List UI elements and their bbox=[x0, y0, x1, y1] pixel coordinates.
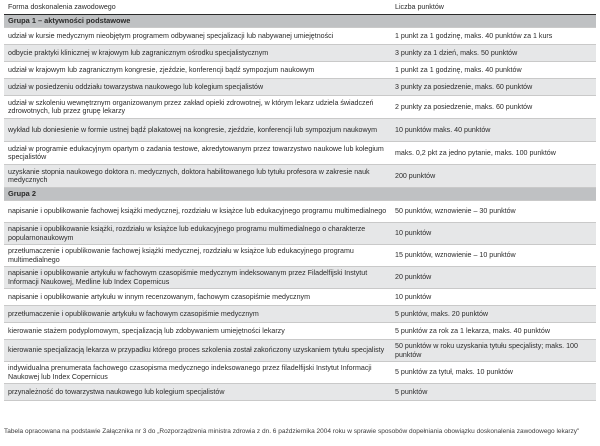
form-cell: napisanie i opublikowanie książki, rozdziału w książce lub edukacyjnego programu multimedialnego o charakterze popularnonaukowym bbox=[4, 223, 391, 245]
header-form[interactable]: Forma doskonalenia zawodowego bbox=[4, 0, 391, 15]
header-points[interactable]: Liczba punktów bbox=[391, 0, 596, 15]
points-cell: 1 punkt za 1 godzinę, maks. 40 punktów za 1 kurs bbox=[391, 28, 596, 45]
points-cell: maks. 0,2 pkt za jedno pytanie, maks. 100 punktów bbox=[391, 142, 596, 165]
table-row bbox=[4, 340, 596, 362]
table-source-note: Tabela opracowana na podstawie Załącznika nr 3 do „Rozporządzenia ministra zdrowia z dn. 6 października 2004 roku w sprawie sposobów dopełniania obowiązku doskonalenia zawodowego lekarzy" bbox=[4, 428, 580, 435]
form-cell: udział w programie edukacyjnym opartym o zadania testowe, akredytowanym przez towarzystwo naukowe lub kolegium specjalistów bbox=[4, 142, 391, 165]
table-row bbox=[4, 96, 596, 119]
form-cell: napisanie i opublikowanie artykułu w fachowym czasopiśmie medycznym indeksowanym przez Filadelfijski Instytut Informacji Naukowej, Medline lub Index Copernicus bbox=[4, 267, 391, 289]
points-cell: 5 punktów, maks. 20 punktów bbox=[391, 306, 596, 323]
table-row bbox=[4, 245, 596, 267]
points-cell: 5 punktów za tytuł, maks. 10 punktów bbox=[391, 362, 596, 384]
table-row bbox=[4, 142, 596, 165]
points-cell: 10 punktów bbox=[391, 223, 596, 245]
form-cell: przetłumaczenie i opublikowanie fachowej książki medycznej, rozdziału w książce lub edukacyjnego programu multimedialnego bbox=[4, 245, 391, 267]
table-row bbox=[4, 323, 596, 340]
table-row bbox=[4, 62, 596, 79]
form-cell: uzyskanie stopnia naukowego doktora n. medycznych, doktora habilitowanego lub tytułu profesora w zakresie nauk medycznych bbox=[4, 165, 391, 188]
table-row bbox=[4, 119, 596, 142]
group-2-header bbox=[4, 188, 596, 201]
form-cell: kierowanie stażem podyplomowym, specjalizacją lub zdobywaniem umiejętności lekarzy bbox=[4, 323, 391, 340]
form-cell: odbycie praktyki klinicznej w krajowym lub zagranicznym ośrodku specjalistycznym bbox=[4, 45, 391, 62]
table-row bbox=[4, 223, 596, 245]
table-row bbox=[4, 165, 596, 188]
table-row bbox=[4, 45, 596, 62]
group-title: Grupa 2 bbox=[4, 188, 596, 201]
points-cell: 200 punktów bbox=[391, 165, 596, 188]
form-cell: przynależność do towarzystwa naukowego lub kolegium specjalistów bbox=[4, 384, 391, 401]
points-cell: 50 punktów, wznowienie – 30 punktów bbox=[391, 201, 596, 223]
table-row bbox=[4, 79, 596, 96]
points-cell: 10 punktów bbox=[391, 289, 596, 306]
points-cell: 10 punktów maks. 40 punktów bbox=[391, 119, 596, 142]
form-cell: udział w kursie medycznym nieobjętym programem odbywanej specjalizacji lub nabywanej umiejętności bbox=[4, 28, 391, 45]
form-cell: kierowanie specjalizacją lekarza w przypadku którego proces szkolenia został zakończony uzyskaniem tytułu specjalisty bbox=[4, 340, 391, 362]
form-cell: napisanie i opublikowanie fachowej książki medycznej, rozdziału w książce lub edukacyjnego programu multimedialnego bbox=[4, 201, 391, 223]
form-cell: udział w krajowym lub zagranicznym kongresie, zjeździe, konferencji bądź sympozjum naukowym bbox=[4, 62, 391, 79]
table-header-row bbox=[4, 0, 596, 15]
points-cell: 1 punkt za 1 godzinę, maks. 40 punktów bbox=[391, 62, 596, 79]
form-cell: udział w posiedzeniu oddziału towarzystwa naukowego lub kolegium specjalistów bbox=[4, 79, 391, 96]
table-row bbox=[4, 289, 596, 306]
table-row bbox=[4, 28, 596, 45]
points-cell: 5 punktów za rok za 1 lekarza, maks. 40 punktów bbox=[391, 323, 596, 340]
group-1-header bbox=[4, 15, 596, 28]
form-cell: indywidualna prenumerata fachowego czasopisma medycznego indeksowanego przez filadelfijski Instytut Informacji Naukowej lub Index Copernicus bbox=[4, 362, 391, 384]
table-row bbox=[4, 267, 596, 289]
form-cell: udział w szkoleniu wewnętrznym organizowanym przez zakład opieki zdrowotnej, w którym lekarz udziela świadczeń zdrowotnych, lub przez grupę lekarzy bbox=[4, 96, 391, 119]
points-cell: 50 punktów w roku uzyskania tytułu specjalisty; maks. 100 punktów bbox=[391, 340, 596, 362]
form-cell: przetłumaczenie i opublikowanie artykułu w fachowym czasopiśmie medycznym bbox=[4, 306, 391, 323]
table-row bbox=[4, 201, 596, 223]
points-cell: 15 punktów, wznowienie – 10 punktów bbox=[391, 245, 596, 267]
points-cell: 3 punkty za posiedzenie, maks. 60 punktów bbox=[391, 79, 596, 96]
points-cell: 20 punktów bbox=[391, 267, 596, 289]
points-cell: 3 punkty za 1 dzień, maks. 50 punktów bbox=[391, 45, 596, 62]
points-table bbox=[4, 0, 596, 401]
table-row bbox=[4, 306, 596, 323]
points-cell: 2 punkty za posiedzenie, maks. 60 punktów bbox=[391, 96, 596, 119]
group-title: Grupa 1 – aktywności podstawowe bbox=[4, 15, 596, 28]
points-cell: 5 punktów bbox=[391, 384, 596, 401]
table-row bbox=[4, 362, 596, 384]
form-cell: napisanie i opublikowanie artykułu w innym recenzowanym, fachowym czasopiśmie medycznym bbox=[4, 289, 391, 306]
form-cell: wykład lub doniesienie w formie ustnej bądź plakatowej na kongresie, zjeździe, konferencji lub sympozjum naukowym bbox=[4, 119, 391, 142]
table-row bbox=[4, 384, 596, 401]
